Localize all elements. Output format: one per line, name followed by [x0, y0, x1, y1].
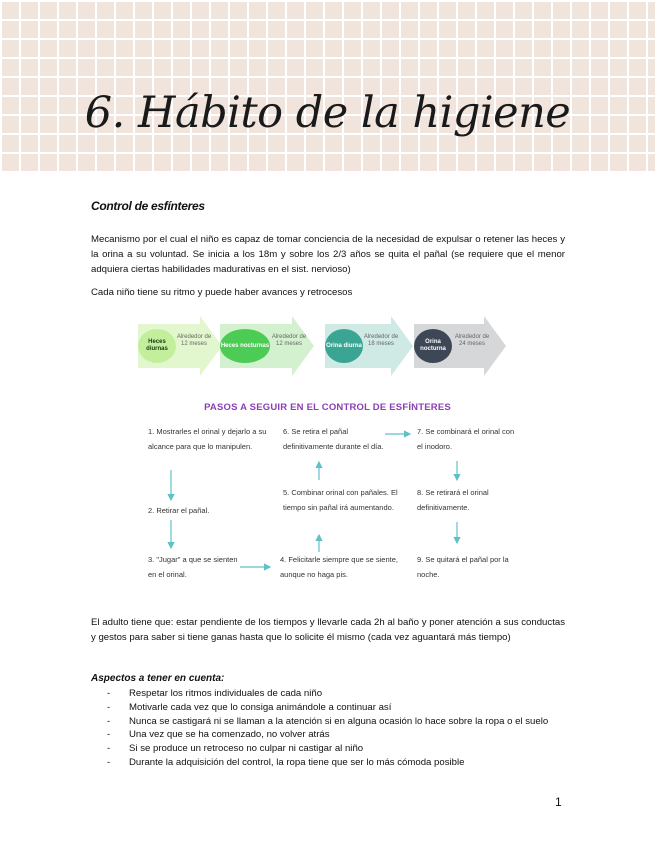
- page-number: 1: [555, 795, 562, 809]
- step-7: 7. Se combinará el orinal con el inodoro.: [417, 427, 515, 451]
- paragraph-adult: El adulto tiene que: estar pendiente de los tiempos y llevarle cada 2h al baño y poner atención a sus conductas y gestos para saber si tiene ganas hasta que lo solicite él mismo (cada vez aguantará más tiempo): [91, 617, 565, 643]
- page-title: 6. Hábito de la higiene: [84, 88, 571, 138]
- stage-age: Alrededor de 18 meses: [363, 334, 399, 347]
- step-1: 1. Mostrarles el orinal y dejarlo a su alcance para que lo manipulen.: [148, 427, 267, 451]
- step-2: 2. Retirar el pañal.: [148, 506, 210, 515]
- step-3: 3. "Jugar" a que se sienten en el orinal.: [148, 555, 238, 579]
- list-item: - Motivarle cada vez que lo consiga animándole a continuar así: [107, 701, 392, 713]
- step-4: 4. Felicitarle siempre que se siente, aunque no haga pis.: [280, 555, 398, 579]
- aspects-list: [107, 687, 548, 770]
- stage-circle: Orina nocturna: [414, 329, 452, 363]
- steps-title: PASOS A SEGUIR EN EL CONTROL DE ESFÍNTERES: [204, 402, 451, 413]
- stage-age: Alrededor de 24 meses: [454, 334, 490, 347]
- step-6: 6. Se retira el pañal definitivamente durante el día.: [283, 427, 384, 451]
- stage-age: Alrededor de 12 meses: [176, 334, 212, 347]
- list-item: - Nunca se castigará ni se llaman a la atención si en alguna ocasión lo hace sobre la ropa o el suelo: [107, 715, 549, 727]
- stage-age: Alrededor de 12 meses: [271, 334, 307, 347]
- aspects-heading: Aspectos a tener en cuenta:: [91, 673, 225, 684]
- section-heading: Control de esfínteres: [91, 199, 205, 213]
- paragraph-definition: Mecanismo por el cual el niño es capaz de tomar conciencia de la necesidad de expulsar o retener las heces y la orina a su voluntad. Se inicia a los 18m y sobre los 2/3 años se quita el pañal (se requiere que el menor adquiera ciertas habilidades madurativas en el sist. nervioso): [91, 234, 565, 275]
- paragraph-rhythm: Cada niño tiene su ritmo y puede haber avances y retrocesos: [91, 287, 353, 298]
- list-item: - Durante la adquisición del control, la ropa tiene que ser lo más cómoda posible: [107, 756, 465, 768]
- stage-circle: Orina diurna: [325, 329, 363, 363]
- step-5: 5. Combinar orinal con pañales. El tiempo sin pañal irá aumentando.: [283, 488, 398, 512]
- step-8: 8. Se retirará el orinal definitivamente.: [417, 488, 489, 512]
- stage-circle: Heces nocturnas: [220, 329, 270, 363]
- list-item: - Una vez que se ha comenzado, no volver atrás: [107, 729, 330, 741]
- step-9: 9. Se quitará el pañal por la noche.: [417, 555, 509, 579]
- list-item: - Respetar los ritmos individuales de cada niño: [107, 688, 323, 699]
- list-item: - Si se produce un retroceso no culpar ni castigar al niño: [107, 743, 364, 755]
- stage-circle: Heces diurnas: [138, 329, 176, 363]
